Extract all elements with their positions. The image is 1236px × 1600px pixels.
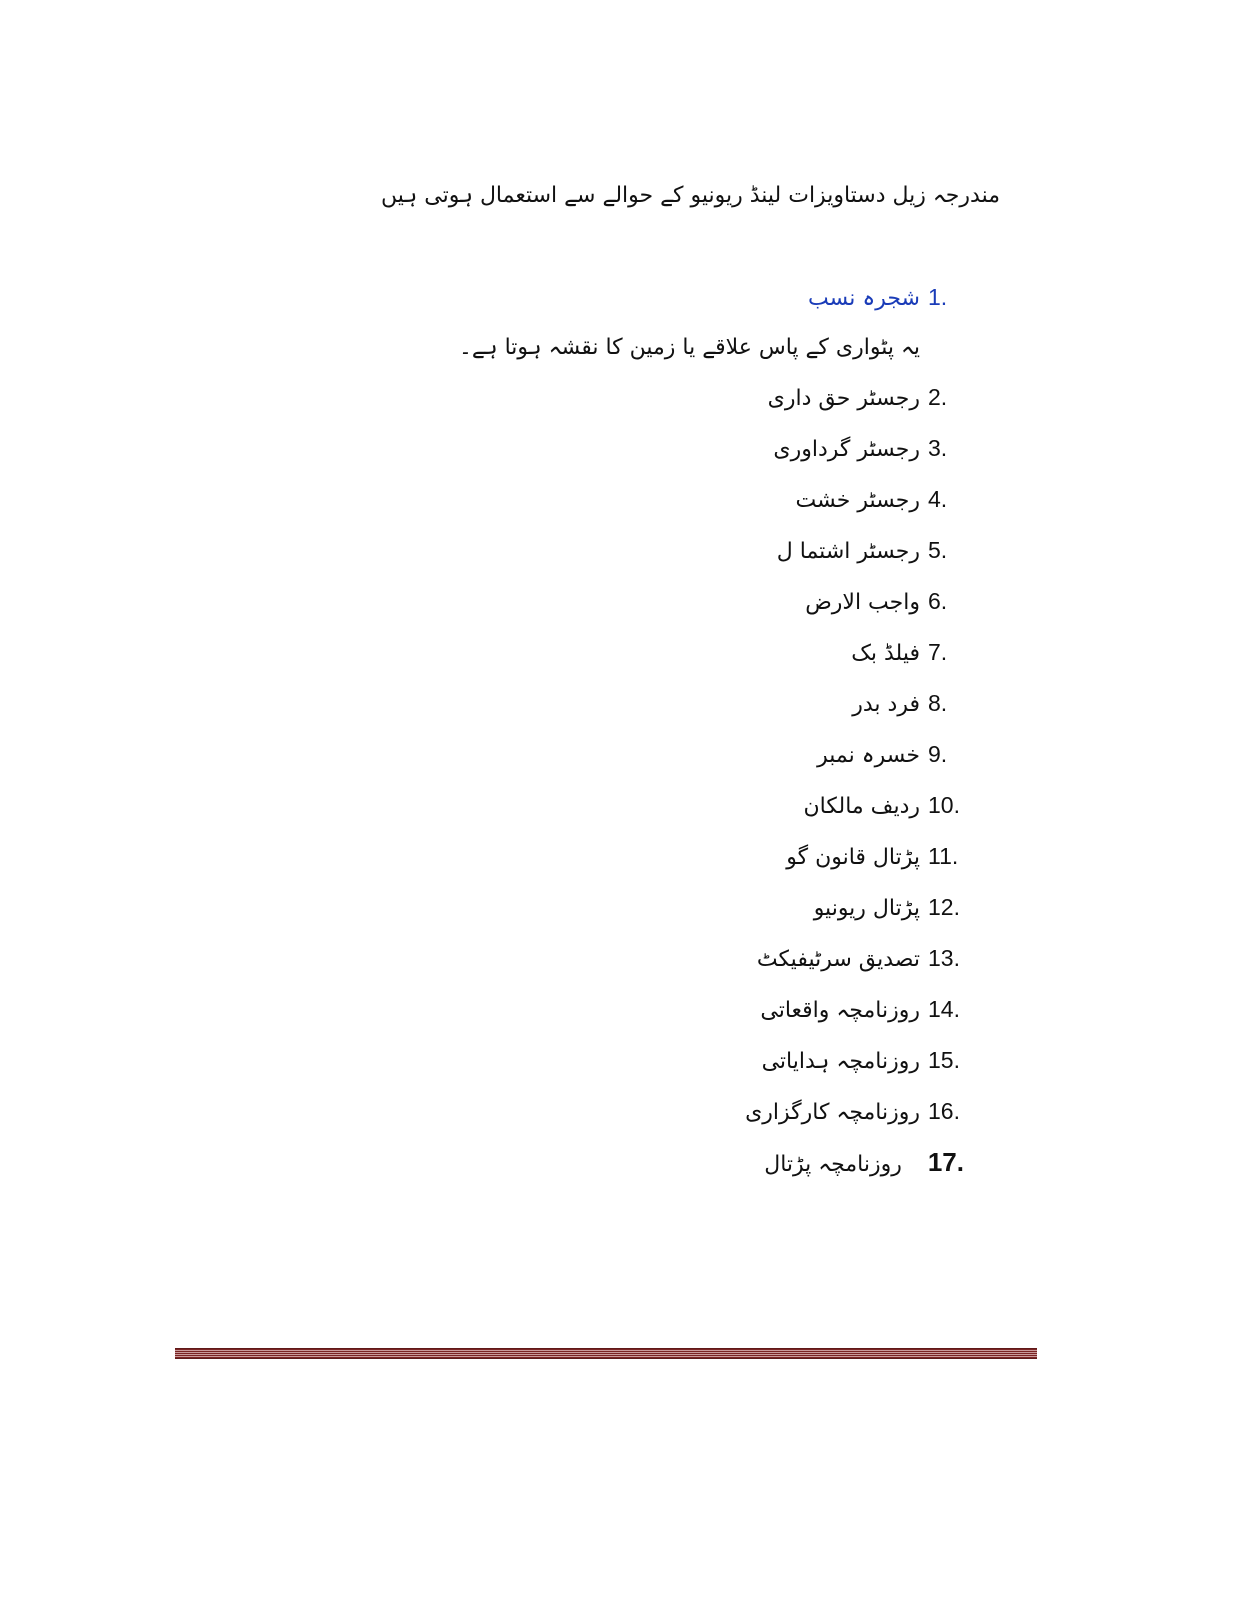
list-label: روزنامچہ واقعاتی [760,998,920,1023]
footer-divider [175,1348,1037,1359]
list-label: رجسٹر خشت [795,488,920,513]
list-number: 4. [928,486,948,512]
list-item [324,477,964,528]
list-number: 3. [928,435,948,461]
list-number: 13. [928,945,960,971]
list-label: پڑتال ریونیو [813,896,920,921]
list-number: 8. [928,690,948,716]
list-number: 10. [928,792,960,818]
list-item-note [324,326,964,375]
intro-heading: مندرجہ زیل دستاویزات لینڈ ریونیو کے حوالے سے استعمال ہوتی ہیں [380,183,1000,208]
list-item [324,936,964,987]
list-label: رجسٹر حق داری [767,386,920,411]
list-item [324,1140,964,1191]
list-number: 6. [928,588,948,614]
list-note-text: یہ پٹواری کے پاس علاقے یا زمین کا نقشہ ہوتا ہے۔ [458,335,920,360]
list-item [324,834,964,885]
list-item [324,1038,964,1089]
list-number: 2. [928,384,948,410]
list-number: 16. [928,1098,960,1124]
list-label: شجرہ نسب [807,286,920,311]
list-item [324,681,964,732]
list-label: پڑتال قانون گو [786,845,920,870]
list-label: روزنامچہ کارگزاری [745,1100,920,1125]
list-item [324,630,964,681]
list-label: روزنامچہ پڑتال [764,1152,902,1177]
list-item [324,275,964,326]
list-label: فیلڈ بک [851,641,920,666]
list-number: 11. [928,843,959,869]
list-item [324,579,964,630]
list-number: 7. [928,639,948,665]
list-item [324,783,964,834]
list-item [324,528,964,579]
list-number: 1. [928,284,948,310]
list-number: 12. [928,894,960,920]
list-number: 5. [928,537,948,563]
list-number: 14. [928,996,960,1022]
list-number: 15. [928,1047,960,1073]
list-item [324,1089,964,1140]
list-label: ردیف مالکان [803,794,920,819]
document-list [324,275,964,1191]
list-number: 17. [927,1147,964,1177]
list-item [324,987,964,1038]
list-label: فرد بدر [852,692,920,717]
list-label: تصدیق سرٹیفیکٹ [756,947,920,972]
list-item [324,732,964,783]
list-item [324,426,964,477]
list-label: رجسٹر گرداوری [773,437,920,462]
list-label: واجب الارض [805,590,920,615]
list-number: 9. [928,741,948,767]
list-item [324,375,964,426]
list-item [324,885,964,936]
list-label: رجسٹر اشتما ل [776,539,920,564]
list-label: خسرہ نمبر [817,743,920,768]
list-label: روزنامچہ ہدایاتی [761,1049,920,1074]
